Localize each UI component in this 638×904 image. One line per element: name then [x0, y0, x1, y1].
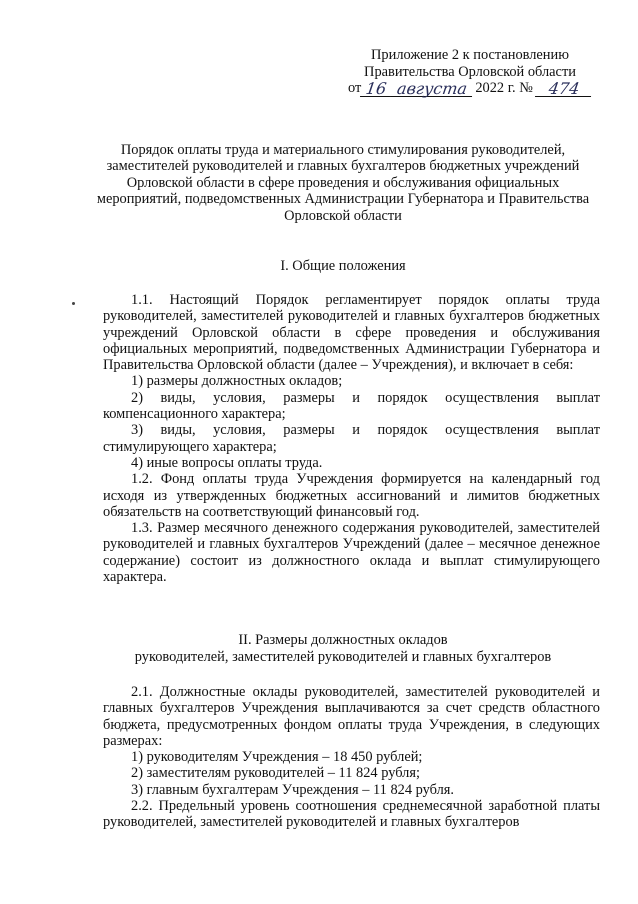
government-line: Правительства Орловской области [364, 63, 576, 80]
list-item: 3) виды, условия, размеры и порядок осуществления выплат стимулирующего характера; [103, 422, 600, 455]
paragraph: 2.1. Должностные оклады руководителей, заместителей руководителей и главных бухгалтеров Учреждения выплачиваются за счет средств областного бюджета, предусмотренных фондом оплаты труда Учреждения, в следующих размерах: [103, 684, 600, 749]
section2-heading-line2: руководителей, заместителей руководителей и главных бухгалтеров [134, 648, 552, 665]
list-item: 4) иные вопросы оплаты труда. [131, 454, 323, 471]
paragraph: 1.1. Настоящий Порядок регламентирует порядок оплаты труда руководителей, заместителей руководителей и главных бухгалтеров бюджетных учреждений Орловской области в сфере проведения и обслуживания официальных мероприятий, подведомственных Администрации Губернатора и Правительства Орловской области (далее – Учреждения), и включает в себя: [103, 292, 600, 374]
list-item: 2) виды, условия, размеры и порядок осуществления выплат компенсационного характера; [103, 389, 600, 423]
appendix-line: Приложение 2 к постановлению [371, 47, 569, 63]
paragraph: 1.3. Размер месячного денежного содержания руководителей, заместителей руководителей и главных бухгалтеров Учреждений (далее – месячное денежное содержание) состоит из должностного оклада и выплат стимулирующего характера. [103, 520, 600, 586]
section1-body [103, 292, 600, 585]
handwritten-month: августа [390, 82, 474, 97]
date-prefix: от [348, 80, 362, 96]
list-item: 1) размеры должностных окладов; [131, 373, 343, 390]
list-item: 1) руководителям Учреждения – 18 450 рублей; [131, 749, 423, 766]
scan-speck [72, 302, 75, 305]
handwritten-day: 16 [360, 82, 392, 97]
handwritten-doc-number: 474 [535, 82, 593, 97]
section2-heading-line1: II. Размеры должностных окладов [238, 632, 448, 648]
paragraph: 1.2. Фонд оплаты труда Учреждения формируется на календарный год исходя из утвержденных бюджетных ассигнований и лимитов бюджетных обязательств на соответствующий финансовый год. [103, 471, 600, 520]
section2-body [103, 684, 600, 831]
document-title: Порядок оплаты труда и материального стимулирования руководителей, заместителей руководителей и главных бухгалтеров бюджетных учреждений Орловской области в сфере проведения и обслуживания официальных мероприятий, подведомственных Администрации Губернатора и Правительства Орловской области [96, 142, 590, 224]
date-year: 2022 г. № [475, 80, 533, 96]
date-number-line [340, 80, 600, 97]
list-item: 2) заместителям руководителей – 11 824 рубля; [131, 765, 420, 782]
appendix-header [340, 47, 600, 97]
section2-heading [88, 632, 598, 665]
section1-heading: I. Общие положения [280, 258, 406, 274]
paragraph: 2.2. Предельный уровень соотношения среднемесячной заработной платы руководителей, заместителей руководителей и главных бухгалтеров [103, 798, 600, 831]
list-item: 3) главным бухгалтерам Учреждения – 11 824 рубля. [131, 781, 455, 798]
